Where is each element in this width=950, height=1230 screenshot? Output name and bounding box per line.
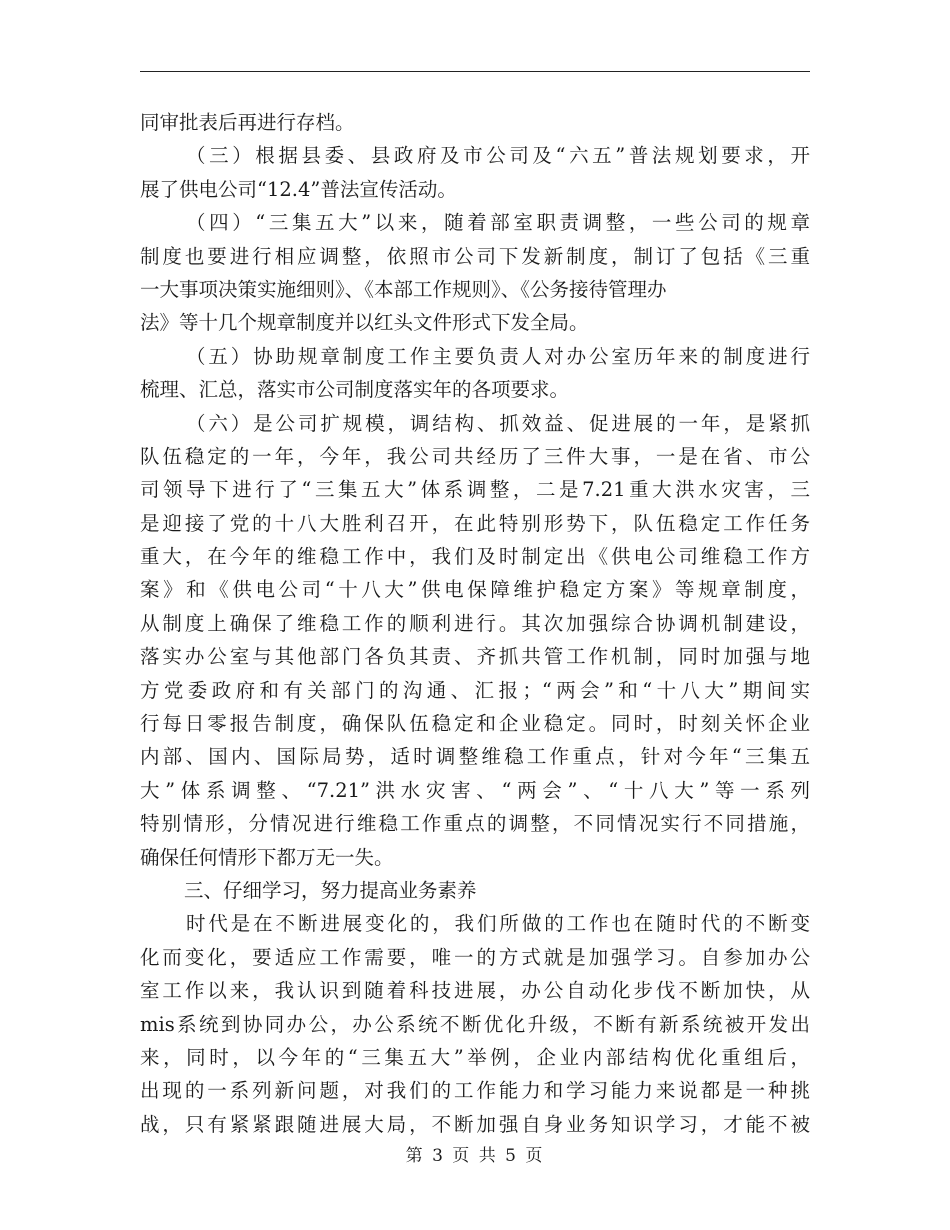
text-line: 行每日零报告制度，确保队伍稳定和企业稳定。同时，时刻关怀企业 xyxy=(140,712,810,736)
text-line: 大”体系调整、“7.21”洪水灾害、“两会”、“十八大”等一系列 xyxy=(140,778,810,802)
text-line: 三、仔细学习，努力提高业务素养 xyxy=(184,878,477,902)
text-line: mis系统到协同办公，办公系统不断优化升级，不断有新系统被开发出 xyxy=(140,1012,810,1036)
text-line: 室工作以来，我认识到随着科技进展，办公自动化步伐不断加快，从 xyxy=(140,979,810,1003)
text-line: 落实办公室与其他部门各负其责、齐抓共管工作机制，同时加强与地 xyxy=(140,645,810,669)
text-line: 一大事项决策实施细则》、《本部工作规则》、《公务接待管理办 xyxy=(140,277,667,301)
text-line: 化而变化，要适应工作需要，唯一的方式就是加强学习。自参加办公 xyxy=(140,945,810,969)
text-line: 队伍稳定的一年，今年，我公司共经历了三件大事，一是在省、市公 xyxy=(140,444,810,468)
text-line: 出现的一系列新问题，对我们的工作能力和学习能力来说都是一种挑 xyxy=(140,1079,810,1103)
text-line: 同审批表后再进行存档。 xyxy=(140,111,355,134)
text-line: （五）协助规章制度工作主要负责人对办公室历年来的制度进行 xyxy=(186,344,810,368)
text-line: 法》等十几个规章制度并以红头文件形式下发全局。 xyxy=(140,311,589,335)
text-line: 展了供电公司“12.4”普法宣传活动。 xyxy=(140,177,457,201)
text-line: 方党委政府和有关部门的沟通、汇报；“两会”和“十八大”期间实 xyxy=(140,678,810,702)
text-line: 梳理、汇总，落实市公司制度落实年的各项要求。 xyxy=(140,378,570,402)
text-line: 战，只有紧紧跟随进展大局，不断加强自身业务知识学习，才能不被 xyxy=(140,1112,810,1136)
text-line: 从制度上确保了维稳工作的顺利进行。其次加强综合协调机制建设， xyxy=(140,611,810,635)
text-line: 司领导下进行了“三集五大”体系调整，二是7.21重大洪水灾害，三 xyxy=(140,478,810,502)
text-line: 来，同时，以今年的“三集五大”举例，企业内部结构优化重组后， xyxy=(140,1045,810,1069)
text-line: （六）是公司扩规模，调结构、抓效益、促进展的一年，是紧抓 xyxy=(186,411,810,435)
page-number-footer: 第 3 页 共 5 页 xyxy=(405,1146,545,1166)
text-line: 特别情形，分情况进行维稳工作重点的调整，不同情况实行不同措施， xyxy=(140,812,810,836)
header-rule xyxy=(140,71,810,72)
text-line: 时代是在不断进展变化的，我们所做的工作也在随时代的不断变 xyxy=(186,912,810,936)
text-line: （三）根据县委、县政府及市公司及“六五”普法规划要求，开 xyxy=(186,144,810,168)
text-line: 确保任何情形下都万无一失。 xyxy=(140,845,394,869)
text-line: 内部、国内、国际局势，适时调整维稳工作重点，针对今年“三集五 xyxy=(140,745,810,769)
text-line: 案》和《供电公司“十八大”供电保障维护稳定方案》等规章制度， xyxy=(140,578,810,602)
text-line: （四）“三集五大”以来，随着部室职责调整，一些公司的规章 xyxy=(186,211,810,235)
document-body xyxy=(140,106,810,1141)
text-line: 重大，在今年的维稳工作中，我们及时制定出《供电公司维稳工作方 xyxy=(140,545,810,569)
text-line: 制度也要进行相应调整，依照市公司下发新制度，制订了包括《三重 xyxy=(140,244,810,268)
text-line: 是迎接了党的十八大胜利召开，在此特别形势下，队伍稳定工作任务 xyxy=(140,511,810,535)
